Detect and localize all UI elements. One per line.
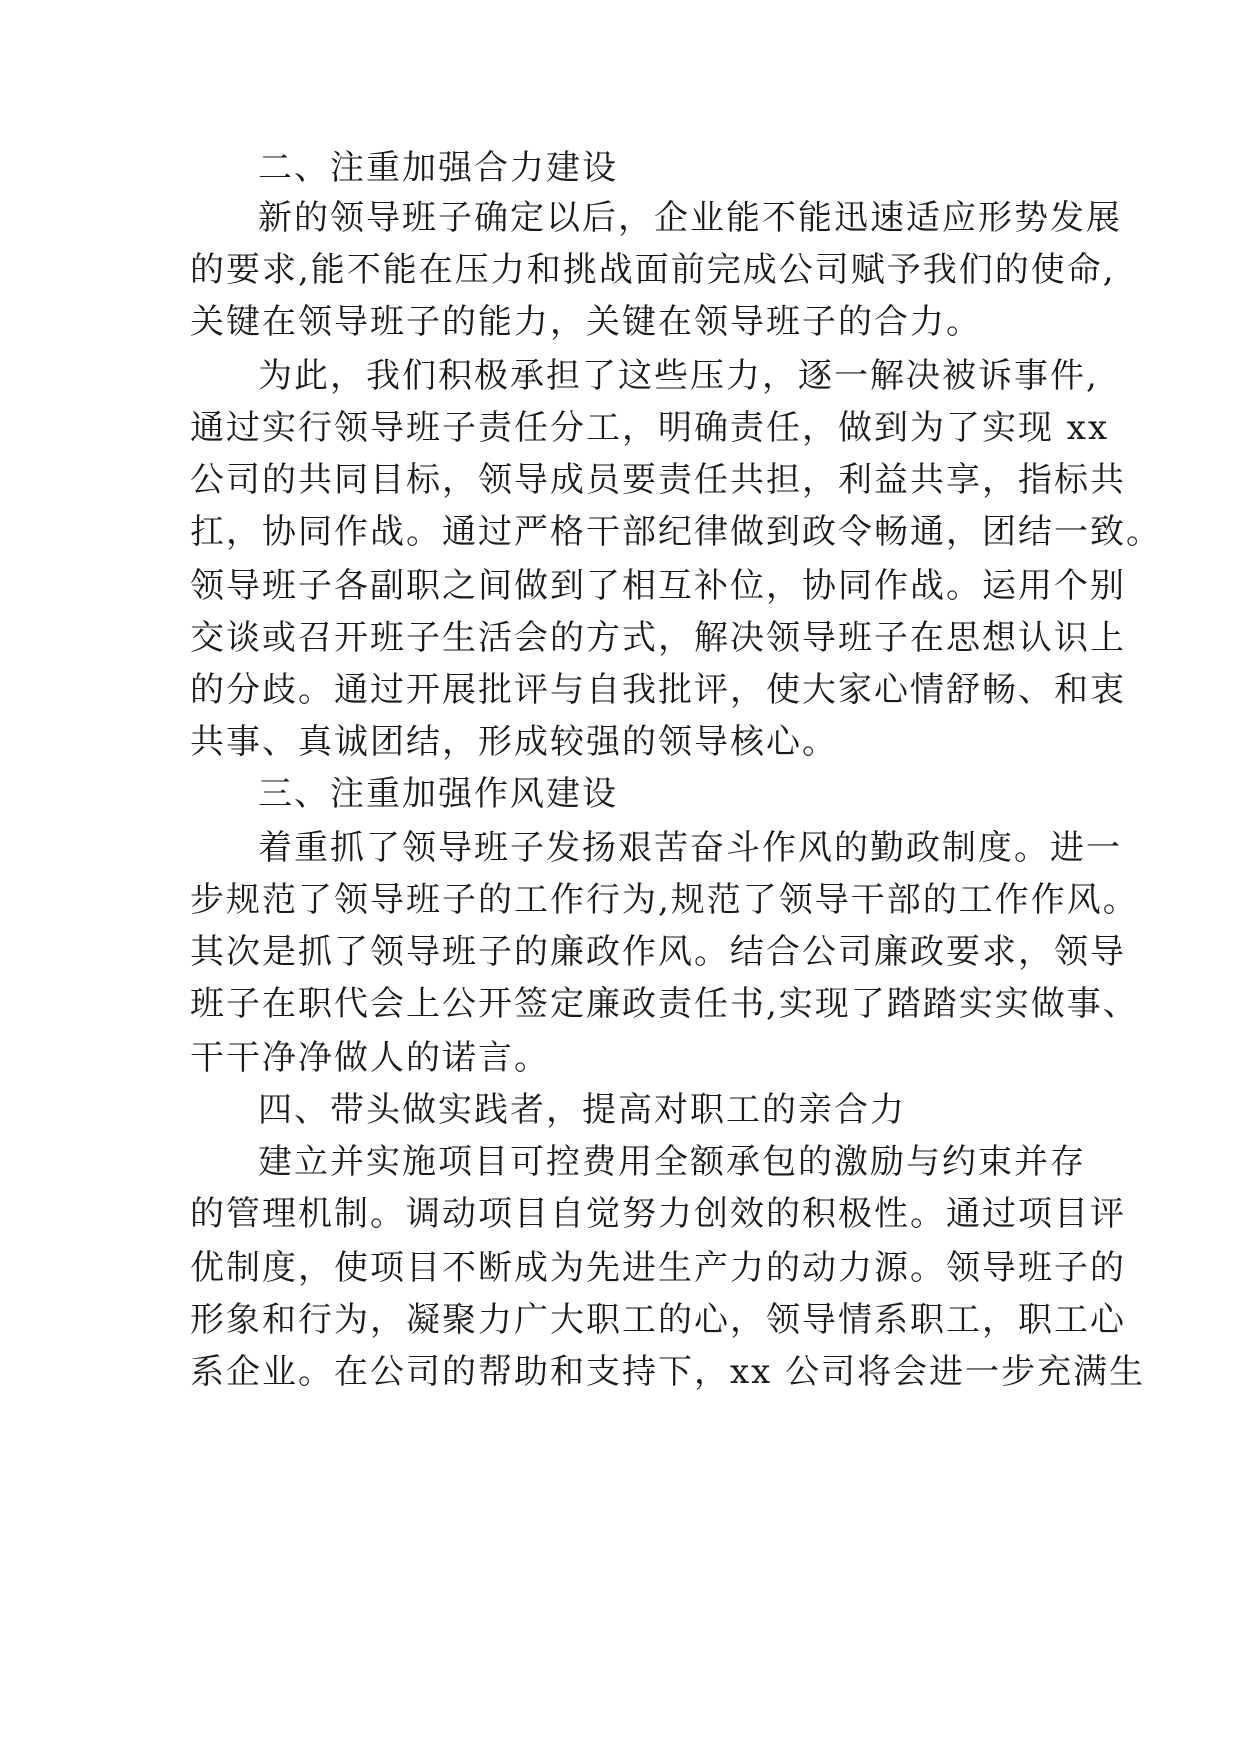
section-heading-3: 三、注重加强作风建设 bbox=[258, 774, 618, 814]
paragraph-line: 扛，协同作战。通过严格干部纪律做到政令畅通，团结一致。 bbox=[190, 512, 1162, 552]
paragraph-line: 的要求,能不能在压力和挑战面前完成公司赋予我们的使命, bbox=[190, 250, 1116, 290]
paragraph-line: 新的领导班子确定以后，企业能不能迅速适应形势发展 bbox=[258, 198, 1122, 238]
paragraph-line: 交谈或召开班子生活会的方式，解决领导班子在思想认识上 bbox=[190, 618, 1126, 658]
paragraph-line: 关键在领导班子的能力，关键在领导班子的合力。 bbox=[190, 302, 982, 342]
paragraph-line: 建立并实施项目可控费用全额承包的激励与约束并存 bbox=[258, 1142, 1086, 1182]
section-heading-2: 二、注重加强合力建设 bbox=[258, 148, 618, 188]
paragraph-line: 干干净净做人的诺言。 bbox=[190, 1038, 550, 1078]
paragraph-line: 的管理机制。调动项目自觉努力创效的积极性。通过项目评 bbox=[190, 1194, 1126, 1234]
paragraph-line: 公司的共同目标，领导成员要责任共担，利益共享，指标共 bbox=[190, 460, 1126, 500]
section-heading-4: 四、带头做实践者，提高对职工的亲合力 bbox=[258, 1090, 906, 1130]
paragraph-line: 为此，我们积极承担了这些压力，逐一解决被诉事件, bbox=[258, 356, 1099, 396]
paragraph-line: 班子在职代会上公开签定廉政责任书,实现了踏踏实实做事、 bbox=[190, 984, 1139, 1024]
paragraph-line: 优制度，使项目不断成为先进生产力的动力源。领导班子的 bbox=[190, 1248, 1126, 1288]
paragraph-line: 共事、真诚团结，形成较强的领导核心。 bbox=[190, 722, 838, 762]
paragraph-line: 的分歧。通过开展批评与自我批评，使大家心情舒畅、和衷 bbox=[190, 670, 1126, 710]
paragraph-line: 通过实行领导班子责任分工，明确责任，做到为了实现 xx bbox=[190, 408, 1110, 448]
paragraph-line: 步规范了领导班子的工作行为,规范了领导干部的工作作风。 bbox=[190, 880, 1139, 920]
paragraph-line: 其次是抓了领导班子的廉政作风。结合公司廉政要求，领导 bbox=[190, 932, 1126, 972]
paragraph-line: 形象和行为，凝聚力广大职工的心，领导情系职工，职工心 bbox=[190, 1300, 1126, 1340]
paragraph-line: 系企业。在公司的帮助和支持下，xx 公司将会进一步充满生 bbox=[190, 1352, 1146, 1392]
paragraph-line: 着重抓了领导班子发扬艰苦奋斗作风的勤政制度。进一 bbox=[258, 828, 1122, 868]
paragraph-line: 领导班子各副职之间做到了相互补位，协同作战。运用个别 bbox=[190, 566, 1126, 606]
